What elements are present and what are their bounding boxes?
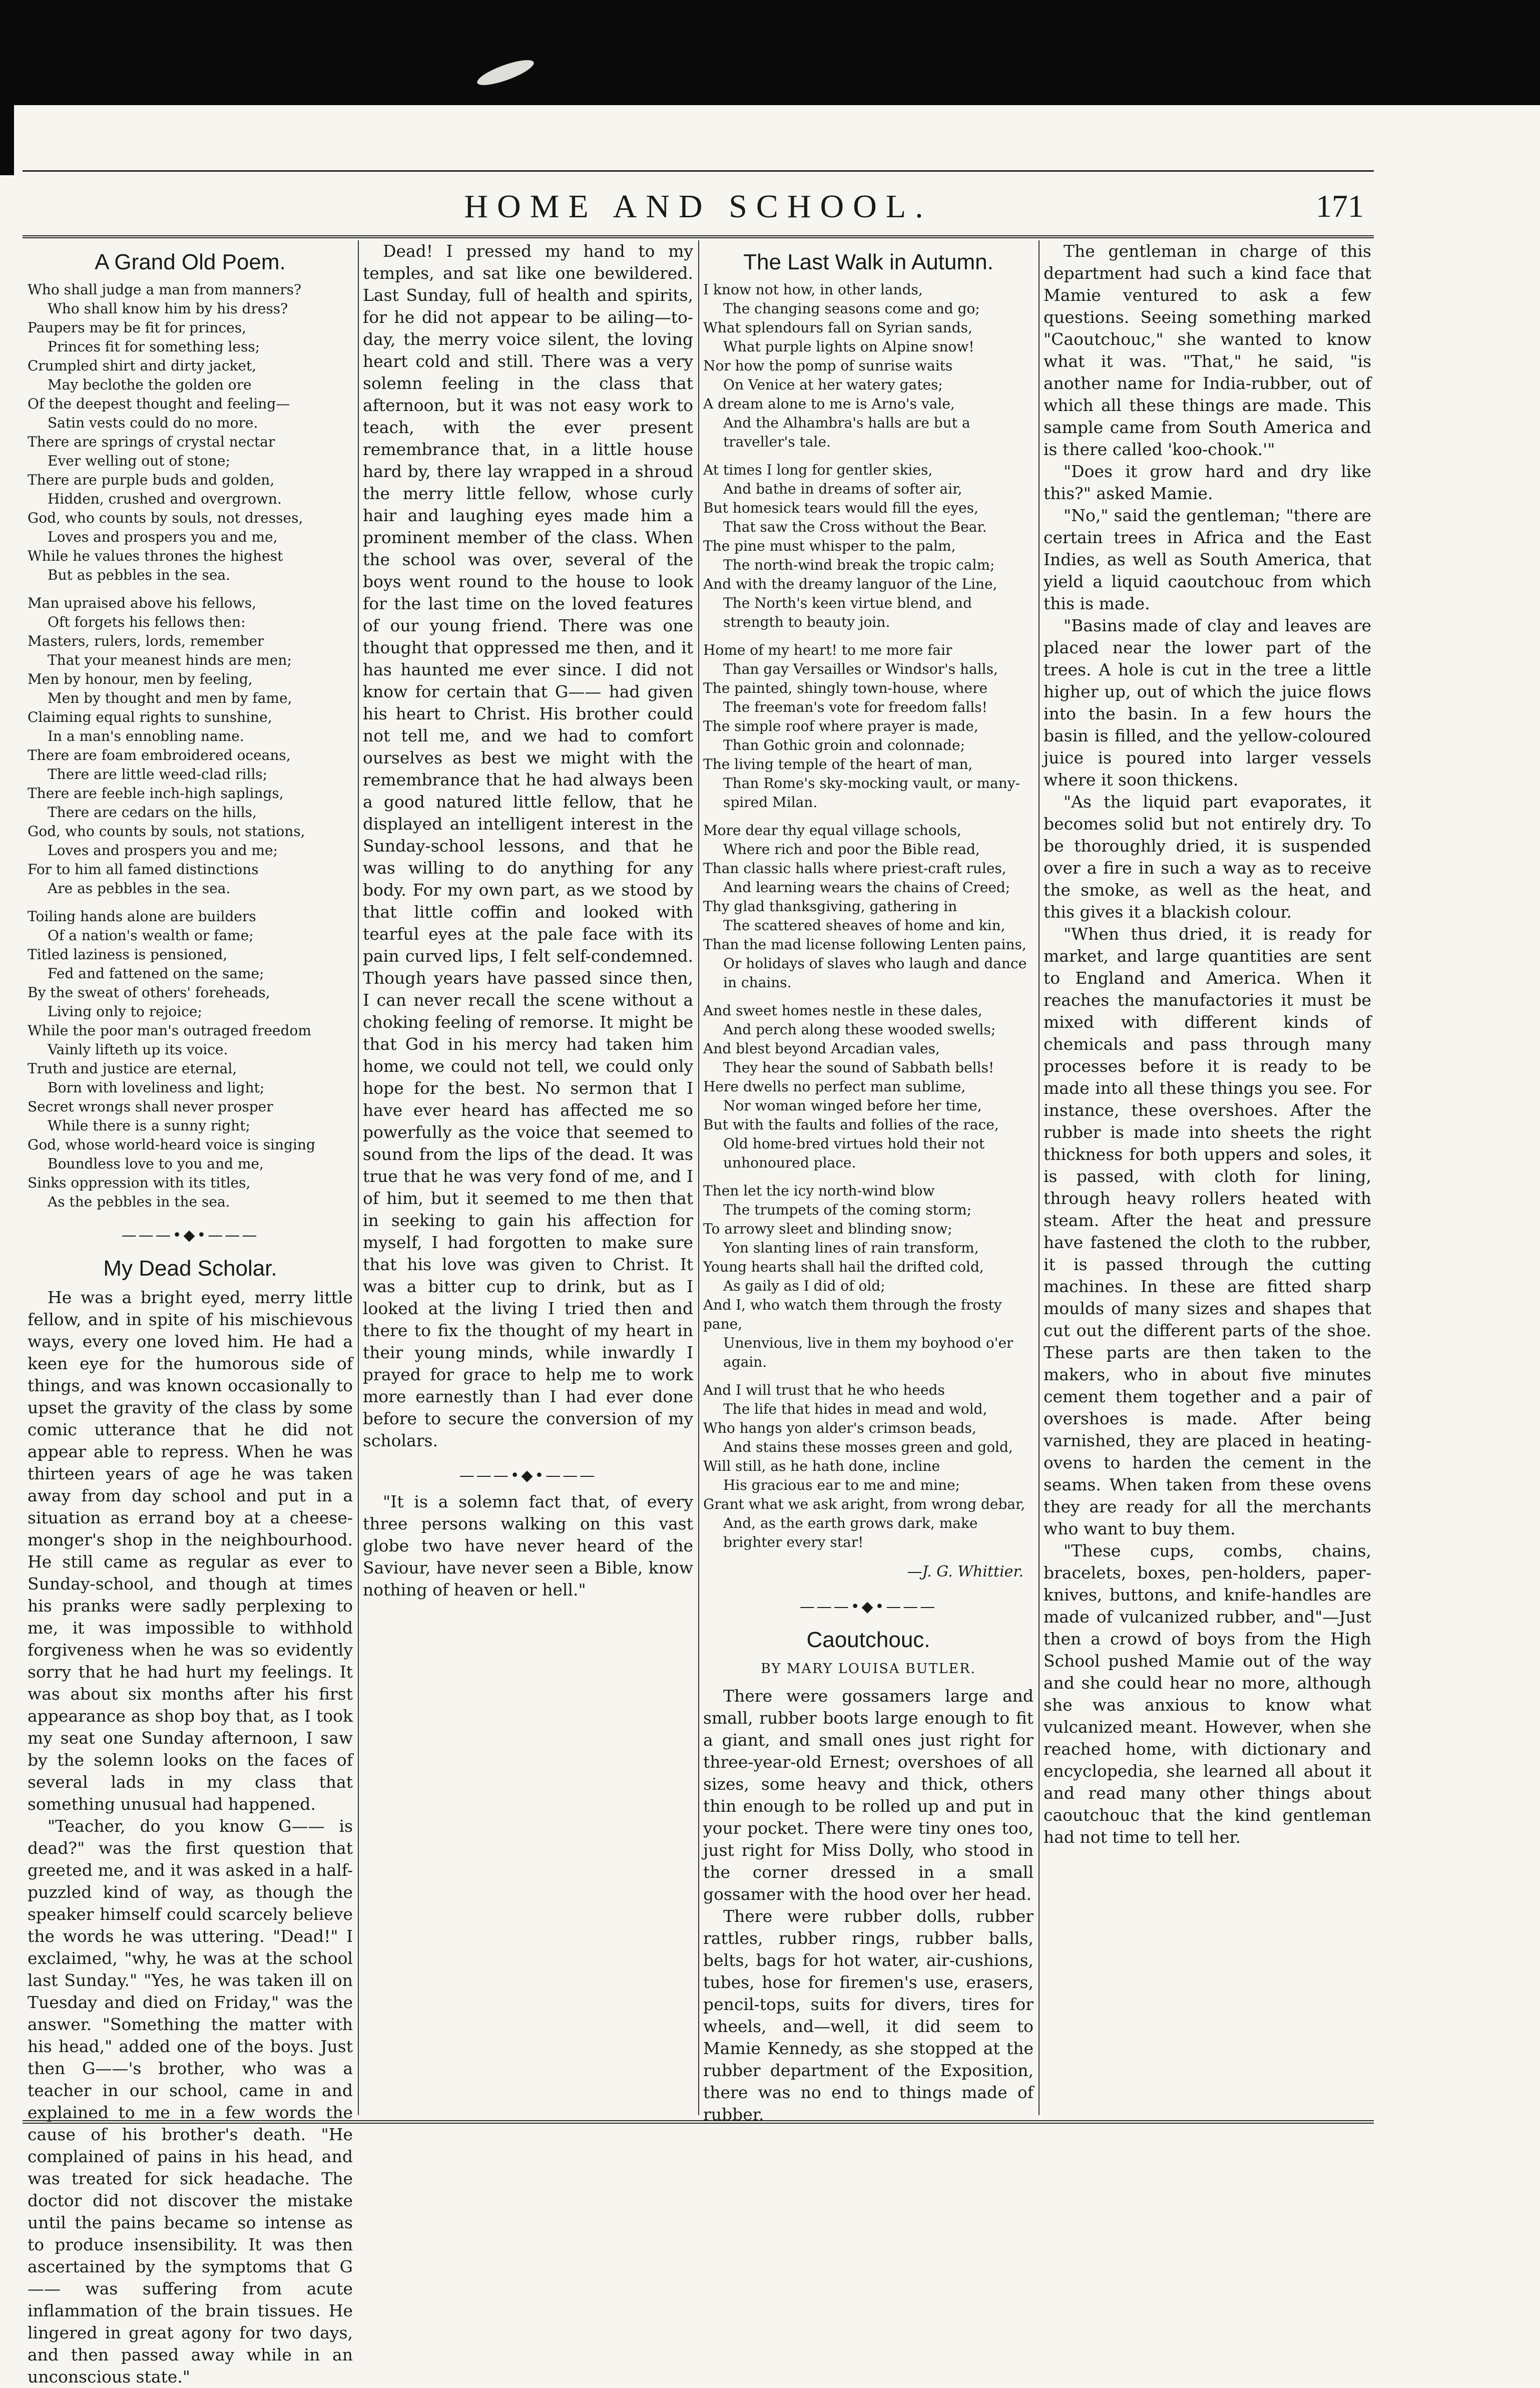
poem-line: Unenvious, live in them my boyhood o'er again. bbox=[723, 1335, 1013, 1370]
stanza bbox=[703, 461, 1034, 632]
poem-line: And the Alhambra's halls are but a traveller's tale. bbox=[723, 415, 970, 450]
poem-line: But with the faults and follies of the race, bbox=[703, 1116, 999, 1133]
poem-line: And sweet homes nestle in these dales, bbox=[703, 1002, 982, 1019]
poem-line: More dear thy equal village schools, bbox=[703, 822, 961, 839]
paragraph: "When thus dried, it is ready for market, and large quantities are sent to England and America. When it reaches the manufactories it must be mixed with different kinds of chemicals and pass through many processes before it is ready to be made into all these things you see. For instance, these overshoes. After the rubber is made into sheets the right thickness for both uppers and soles, it is passed, with cloth for lining, through heavy rollers heated with steam. After the heat and pressure have fastened the cloth to the rubber, it is passed through the cutting machines. In these are fitted sharp moulds of many sizes and shapes that cut out the different parts of the shoe. These parts are then taken to the makers, who in about five minutes cement them together and a pair of overshoes is made. After being varnished, they are placed in heating-ovens to harden the cement in the seams. When taken from these ovens they are ready for all the merchants who want to buy them. bbox=[1044, 924, 1371, 1538]
paragraph: "As the liquid part evaporates, it becomes solid but not entirely dry. To be thoroughly dried, it is suspended over a fire in such a way as to receive the smoke, as well as the heat, and this gives it a blackish colour. bbox=[1044, 792, 1371, 922]
stanza bbox=[703, 1381, 1034, 1552]
poem-line: The scattered sheaves of home and kin, bbox=[723, 917, 1005, 934]
stanza bbox=[703, 280, 1034, 452]
poem-line: Vainly lifteth up its voice. bbox=[48, 1041, 228, 1058]
stanza bbox=[703, 821, 1034, 992]
poem-line: As the pebbles in the sea. bbox=[48, 1193, 230, 1210]
poem-line: And bathe in dreams of softer air, bbox=[723, 481, 962, 497]
header-rule bbox=[23, 235, 1374, 238]
publication-title: HOME AND SCHOOL. bbox=[464, 188, 932, 225]
poem-line: Than classic halls where priest-craft rules, bbox=[703, 860, 1006, 877]
poem-line: Toiling hands alone are builders bbox=[28, 908, 256, 925]
poem-line: Here dwells no perfect man sublime, bbox=[703, 1078, 966, 1095]
poem-line: Of the deepest thought and feeling— bbox=[28, 395, 290, 412]
caoutchouc-text bbox=[703, 1685, 1034, 2126]
poem-line: Loves and prospers you and me; bbox=[48, 842, 278, 859]
paragraph: "Does it grow hard and dry like this?" asked Mamie. bbox=[1044, 462, 1371, 503]
poem-line: Then let the icy north-wind blow bbox=[703, 1182, 935, 1199]
poem-line: Sinks oppression with its titles, bbox=[28, 1174, 251, 1191]
poem-line: And, as the earth grows dark, make brighter every star! bbox=[723, 1515, 978, 1550]
poem-line: God, who counts by souls, not dresses, bbox=[28, 510, 303, 526]
page-number: 171 bbox=[1316, 188, 1364, 224]
poem-line: There are purple buds and golden, bbox=[28, 472, 275, 488]
poem-line: Crumpled shirt and dirty jacket, bbox=[28, 357, 257, 374]
poem-line: But as pebbles in the sea. bbox=[48, 567, 231, 583]
caoutchouc-continued bbox=[1044, 240, 1371, 1848]
poem-line: Paupers may be fit for princes, bbox=[28, 319, 246, 336]
poem-line: God, who counts by souls, not stations, bbox=[28, 823, 305, 840]
poem-line: There are feeble inch-high saplings, bbox=[28, 785, 284, 802]
poem-line: There are foam embroidered oceans, bbox=[28, 747, 291, 763]
poem-author: —J. G. Whittier. bbox=[907, 1563, 1023, 1580]
poem-line: Masters, rulers, lords, remember bbox=[28, 633, 264, 649]
poem-line: Than Rome's sky-mocking vault, or many-spired Milan. bbox=[723, 775, 1020, 811]
poem-line: And stains these mosses green and gold, bbox=[723, 1439, 1013, 1455]
poem-line: Yon slanting lines of rain transform, bbox=[723, 1240, 979, 1256]
grand-old-poem bbox=[28, 280, 353, 1212]
poem-line: In a man's ennobling name. bbox=[48, 728, 244, 744]
poem-line: The changing seasons come and go; bbox=[723, 300, 980, 317]
poem-line: But homesick tears would fill the eyes, bbox=[703, 500, 978, 516]
section-ornament: ———•◆•——— bbox=[459, 1467, 597, 1484]
poem-line: Secret wrongs shall never prosper bbox=[28, 1098, 273, 1115]
poem-title: The Last Walk in Autumn. bbox=[743, 250, 993, 274]
poem-line: Will still, as he hath done, incline bbox=[703, 1458, 940, 1474]
paragraph: There were gossamers large and small, rubber boots large enough to fit a giant, and small ones just right for three-year-old Ernest; overshoes of all sizes, some heavy and thick, others thin enough to be rolled up and put in your pocket. There were tiny ones too, just right for Miss Dolly, who stood in the corner dressed in a small gossamer with the hood over her head. bbox=[703, 1686, 1034, 1904]
top-rule bbox=[23, 170, 1374, 172]
poem-line: And perch along these wooded swells; bbox=[723, 1021, 996, 1038]
poem-line: Grant what we ask aright, from wrong debar, bbox=[703, 1496, 1025, 1512]
poem-line: Than the mad license following Lenten pains, bbox=[703, 936, 1026, 953]
poem-line: And I will trust that he who heeds bbox=[703, 1382, 945, 1398]
column-1 bbox=[28, 240, 353, 2386]
poem-line: What purple lights on Alpine snow! bbox=[723, 338, 974, 355]
poem-line: Claiming equal rights to sunshine, bbox=[28, 709, 272, 725]
poem-line: And with the dreamy languor of the Line, bbox=[703, 576, 997, 592]
poem-line: Who shall know him by his dress? bbox=[48, 300, 288, 317]
stanza bbox=[703, 1181, 1034, 1372]
poem-line: The north-wind break the tropic calm; bbox=[723, 557, 995, 573]
dead-scholar-continued bbox=[363, 240, 693, 1452]
poem-line: While the poor man's outraged freedom bbox=[28, 1022, 311, 1039]
poem-line: Than Gothic groin and colonnade; bbox=[723, 737, 965, 753]
poem-line: Young hearts shall hail the drifted cold, bbox=[703, 1259, 984, 1275]
section-ornament: ———•◆•——— bbox=[121, 1227, 259, 1244]
poem-line: To arrowy sleet and blinding snow; bbox=[703, 1221, 952, 1237]
poem-title: A Grand Old Poem. bbox=[95, 250, 286, 274]
poem-line: And learning wears the chains of Creed; bbox=[723, 879, 1010, 896]
scan-left-border bbox=[0, 105, 14, 175]
poem-line: A dream alone to me is Arno's vale, bbox=[703, 395, 955, 412]
poem-line: Men by honour, men by feeling, bbox=[28, 671, 253, 687]
poem-line: There are cedars on the hills, bbox=[48, 804, 257, 821]
column-3 bbox=[703, 240, 1034, 2124]
poem-line: Hidden, crushed and overgrown. bbox=[48, 491, 282, 507]
poem-line: Princes fit for something less; bbox=[48, 338, 260, 355]
bottom-rule bbox=[23, 2120, 1374, 2124]
missionary-quote bbox=[363, 1491, 693, 1601]
poem-line: Man upraised above his fellows, bbox=[28, 595, 257, 611]
poem-line: The North's keen virtue blend, and strength to beauty join. bbox=[723, 595, 972, 630]
article-title: Caoutchouc. bbox=[806, 1628, 930, 1652]
paragraph: "Teacher, do you know G—— is dead?" was the first question that greeted me, and it was asked in a half-puzzled kind of way, as though the speaker himself could scarcely believe the words he was uttering. "Dead!" I exclaimed, "why, he was at the school last Sunday." "Yes, he was taken ill on Tuesday and died on Friday," was the answer. "Something the matter with his head," added one of the boys. Just then G——'s brother, who was a teacher in our school, came in and explained to me in a few words the cause of his brother's death. "He complained of pains in his head, and was treated for sick headache. The doctor did not discover the mistake until the pains became so intense as to produce insensibility. It was then ascertained by the symptoms that G—— was suffering from acute inflammation of the brain tissues. He lingered in great agony for two days, and then passed away while in an unconscious state." bbox=[28, 1816, 353, 2386]
poem-line: On Venice at her watery gates; bbox=[723, 376, 943, 393]
poem-line: Than gay Versailles or Windsor's halls, bbox=[723, 661, 998, 677]
poem-line: Satin vests could do no more. bbox=[48, 415, 258, 431]
poem-line: I know not how, in other lands, bbox=[703, 281, 923, 298]
poem-line: What splendours fall on Syrian sands, bbox=[703, 319, 972, 336]
poem-line: Living only to rejoice; bbox=[48, 1003, 202, 1020]
poem-line: By the sweat of others' foreheads, bbox=[28, 984, 270, 1001]
poem-line: Old home-bred virtues hold their not unhonoured place. bbox=[723, 1135, 985, 1171]
section-ornament: ———•◆•——— bbox=[799, 1598, 937, 1616]
paragraph: "No," said the gentleman; "there are certain trees in Africa and the East Indies, as well as South America, that yield a liquid caoutchouc from which this is made. bbox=[1044, 506, 1371, 613]
poem-line: Who shall judge a man from manners? bbox=[28, 281, 301, 298]
poem-line: Fed and fattened on the same; bbox=[48, 965, 264, 982]
poem-line: The freeman's vote for freedom falls! bbox=[723, 699, 987, 715]
poem-line: Men by thought and men by fame, bbox=[48, 690, 292, 706]
poem-line: For to him all famed distinctions bbox=[28, 861, 259, 878]
stanza bbox=[28, 594, 353, 898]
poem-line: His gracious ear to me and mine; bbox=[723, 1477, 960, 1493]
scan-smudge bbox=[474, 55, 536, 90]
article-columns bbox=[23, 240, 1374, 2386]
article-title: My Dead Scholar. bbox=[103, 1256, 277, 1281]
poem-line: They hear the sound of Sabbath bells! bbox=[723, 1059, 994, 1076]
poem-line: May beclothe the golden ore bbox=[48, 376, 252, 393]
poem-line: The living temple of the heart of man, bbox=[703, 756, 973, 772]
poem-line: The painted, shingly town-house, where bbox=[703, 680, 988, 696]
poem-line: Or holidays of slaves who laugh and dance in chains. bbox=[723, 955, 1027, 991]
poem-line: That your meanest hinds are men; bbox=[48, 652, 292, 668]
poem-line: Ever welling out of stone; bbox=[48, 453, 231, 469]
poem-line: Of a nation's wealth or fame; bbox=[48, 927, 254, 944]
column-4 bbox=[1044, 240, 1371, 2115]
poem-line: The life that hides in mead and wold, bbox=[723, 1401, 987, 1417]
newspaper-page bbox=[23, 170, 1374, 2386]
poem-line: While he values thrones the highest bbox=[28, 548, 283, 564]
poem-line: At times I long for gentler skies, bbox=[703, 462, 933, 478]
poem-line: Truth and justice are eternal, bbox=[28, 1060, 237, 1077]
paragraph: Dead! I pressed my hand to my temples, and sat like one bewildered. Last Sunday, full of health and spirits, for he did not appear to be ailing—to-day, the merry voice silent, the loving heart cold and still. There was a very solemn feeling in the class that afternoon, but it was not easy work to teach, with the ever present remembrance that, in a little house hard by, there lay wrapped in a shroud the merry little fellow, whose curly hair and laughing eyes made him a prominent member of the class. When the school was over, several of the boys went round to the house to look for the last time on the loved features of our young friend. There was one thought that oppressed me then, and it has haunted me ever since. I did not know for certain that G—— had given his heart to Christ. His brother could not tell me, and we had to comfort ourselves as best we might with the remembrance that he had always been a good natured little fellow, that he displayed an intelligent interest in the Sunday-school lessons, and that he was willing to do anything for any body. For my own part, as we stood by that little coffin and looked with tearful eyes at the pale face with its pain curved lips, I felt self-condemned. Though years have passed since then, I can never recall the scene without a choking feeling of remorse. It might be that God in his mercy had taken him home, we could not tell, we could only hope for the best. No sermon that I have ever heard has affected me so powerfully as the voice that seemed to sound from the lips of the dead. It was true that he was very fond of me, and I of him, but it seemed to me then that in seeking to gain his affection for myself, I had forgotten to make sure that his love was given to Christ. It was a bitter cup to drink, but as I looked at the living I tried then and there to fix the thought of my heart in their young minds, while inwardly I prayed for grace to help me to work more earnestly than I had ever done before to secure the conversion of my scholars. bbox=[363, 241, 693, 1450]
scan-black-border bbox=[0, 0, 1540, 105]
poem-line: Titled laziness is pensioned, bbox=[28, 946, 228, 963]
poem-line: The simple roof where prayer is made, bbox=[703, 718, 978, 734]
poem-line: Boundless love to you and me, bbox=[48, 1155, 264, 1172]
poem-line: That saw the Cross without the Bear. bbox=[723, 519, 987, 535]
poem-line: Oft forgets his fellows then: bbox=[48, 614, 246, 630]
poem-line: While there is a sunny right; bbox=[48, 1117, 250, 1134]
dead-scholar-text bbox=[28, 1287, 353, 2388]
poem-line: As gaily as I did of old; bbox=[723, 1278, 885, 1294]
poem-line: Thy glad thanksgiving, gathering in bbox=[703, 898, 957, 915]
stanza bbox=[28, 280, 353, 585]
poem-line: Loves and prospers you and me, bbox=[48, 529, 278, 545]
poem-line: Where rich and poor the Bible read, bbox=[723, 841, 980, 858]
poem-line: And I, who watch them through the frosty pane, bbox=[703, 1297, 1002, 1332]
poem-line: Home of my heart! to me more fair bbox=[703, 642, 952, 658]
quote-paragraph: "It is a solemn fact that, of every three persons walking on this vast globe two have never heard of the Saviour, have never seen a Bible, know nothing of heaven or hell." bbox=[363, 1492, 693, 1600]
poem-line: Nor woman winged before her time, bbox=[723, 1097, 982, 1114]
paragraph: The gentleman in charge of this department had such a kind face that Mamie ventured to ask a few questions. Seeing something marked "Caoutchouc," she wanted to know what it was. "That," he said, "is another name for India-rubber, out of which all these things are made. This sample came from South America and is there called 'koo-chook.'" bbox=[1044, 241, 1371, 459]
poem-line: And blest beyond Arcadian vales, bbox=[703, 1040, 940, 1057]
poem-line: Are as pebbles in the sea. bbox=[48, 880, 231, 897]
poem-line: There are springs of crystal nectar bbox=[28, 434, 275, 450]
poem-line: God, whose world-heard voice is singing bbox=[28, 1136, 315, 1153]
poem-line: The pine must whisper to the palm, bbox=[703, 538, 956, 554]
paragraph: He was a bright eyed, merry little fellow, and in spite of his mischievous ways, every one loved him. He had a keen eye for the humorous side of things, and was known occasionally to upset the gravity of the class by some comic utterance that he did not appear able to repress. When he was thirteen years of age he was taken away from day school and put in a situation as errand boy at a cheese-monger's shop in the neighbourhood. He still came as regular as ever to Sunday-school, and though at times his pranks were sadly perplexing to me, it was impossible to withhold forgiveness when he was so evidently sorry that he had hurt my feelings. It was about six months after his first appearance as shop boy that, as I took my seat one Sunday afternoon, I saw by the solemn looks on the faces of several lads in my class that something unusual had happened. bbox=[28, 1288, 353, 1814]
poem-line: There are little weed-clad rills; bbox=[48, 766, 268, 782]
column-2 bbox=[363, 240, 693, 2115]
stanza bbox=[703, 641, 1034, 812]
poem-line: Who hangs yon alder's crimson beads, bbox=[703, 1420, 976, 1436]
poem-line: Born with loveliness and light; bbox=[48, 1079, 265, 1096]
page-header bbox=[23, 188, 1374, 233]
paragraph: There were rubber dolls, rubber rattles, rubber rings, rubber balls, belts, bags for hot water, air-cushions, tubes, hose for firemen's use, erasers, pencil-tops, suits for divers, tires for wheels, and—well, it did seem to Mamie Kennedy, as she stopped at the rubber department of the Exposition, there was no end to things made of rubber. bbox=[703, 1906, 1034, 2124]
poem-line: The trumpets of the coming storm; bbox=[723, 1202, 972, 1218]
stanza bbox=[28, 907, 353, 1212]
paragraph: "Basins made of clay and leaves are placed near the lower part of the trees. A hole is cut in the tree a little higher up, out of which the juice flows into the basin. In a few hours the basin is filled, and the yellow-coloured juice is poured into larger vessels where it soon thickens. bbox=[1044, 616, 1371, 789]
poem-line: Nor how the pomp of sunrise waits bbox=[703, 357, 953, 374]
last-walk-poem bbox=[703, 280, 1034, 1552]
paragraph: "These cups, combs, chains, bracelets, boxes, pen-holders, paper-knives, buttons, and knife-handles are made of vulcanized rubber, and"—Just then a crowd of boys from the High School pushed Mamie out of the way and she could hear no more, although she was anxious to know what vulcanized meant. However, when she reached home, with dictionary and encyclopedia, she learned all about it and read many other things about caoutchouc that the kind gentleman had not time to tell her. bbox=[1044, 1541, 1371, 1847]
stanza bbox=[703, 1001, 1034, 1172]
article-byline: BY MARY LOUISA BUTLER. bbox=[760, 1661, 976, 1677]
